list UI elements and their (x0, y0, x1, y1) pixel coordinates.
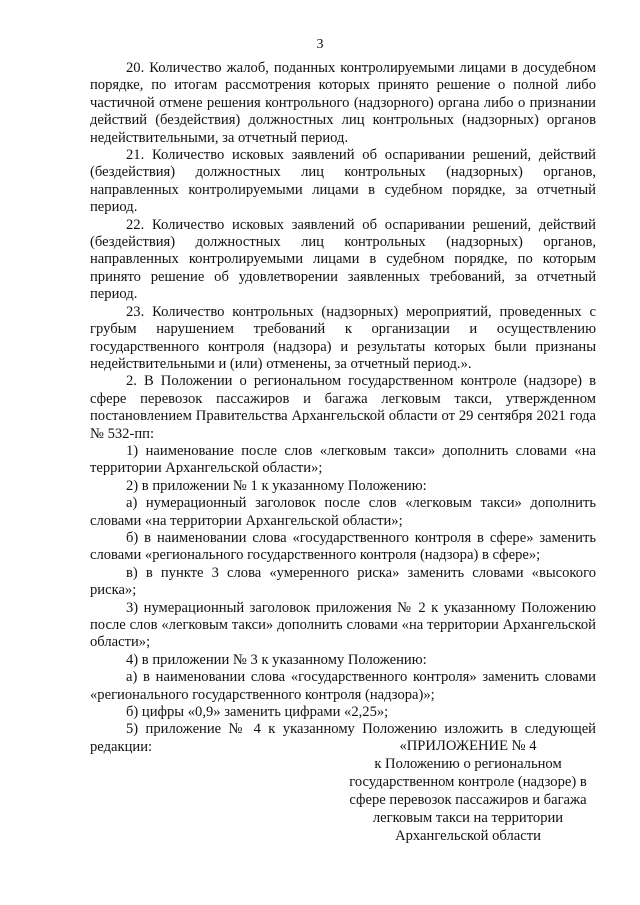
appendix-line: сфере перевозок пассажиров и багажа (349, 792, 587, 808)
appendix-header (336, 737, 600, 845)
appendix-line: легковым такси на территории (372, 810, 564, 826)
paragraph-item-4: 4) в приложении № 3 к указанному Положению: (126, 651, 427, 668)
paragraph-item-2: 2) в приложении № 1 к указанному Положению: (126, 477, 427, 494)
paragraph-21: 21. Количество исковых заявлений об оспаривании решений, действий (бездействия) должностных лиц контрольных (надзорных) органов, направленных контролируемыми лицами в судебном порядке, за отчетный период. (90, 147, 596, 216)
paragraph-item-4a: а) в наименовании слова «государственного контроля» заменить словами «регионального государственного контроля (надзора)»; (90, 669, 596, 703)
paragraph-section-2: 2. В Положении о региональном государственном контроле (надзоре) в сфере перевозок пассажиров и багажа легковым такси, утвержденном постановлением Правительства Архангельской области от 29 сентября 2021 года № 532-пп: (90, 373, 596, 442)
appendix-line: Архангельской области (395, 828, 541, 844)
appendix-line: государственном контроле (надзоре) в (349, 774, 587, 790)
paragraph-23: 23. Количество контрольных (надзорных) мероприятий, проведенных с грубым нарушением требований к организации и осуществлению государственного контроля (надзора) и результаты которых были признаны недействительными и (или) отменены, за отчетный период.». (90, 303, 596, 372)
paragraph-item-4b: б) цифры «0,9» заменить цифрами «2,25»; (126, 704, 389, 721)
paragraph-item-2v: в) в пункте 3 слова «умеренного риска» заменить словами «высокого риска»; (90, 564, 596, 599)
appendix-line: к Положению о региональном (374, 756, 562, 772)
paragraph-20: 20. Количество жалоб, поданных контролируемыми лицами в досудебном порядке, по итогам рассмотрения которых принято решение о полной либо частичной отмене решения контрольного (надзорного) органа либо о признании действий (бездействия) должностных лиц контрольных (надзорных) органов недействительными, за отчетный период. (90, 60, 596, 146)
appendix-title: «ПРИЛОЖЕНИЕ № 4 (399, 738, 537, 754)
paragraph-item-5: 5) приложение № 4 к указанному Положению изложить в следующей редакции: (90, 721, 596, 755)
paragraph-item-2a: а) нумерационный заголовок после слов «легковым такси» дополнить словами «на территории Архангельской области»; (90, 495, 596, 529)
paragraph-item-3: 3) нумерационный заголовок приложения № 2 к указанному Положению после слов «легковым такси» дополнить словами «на территории Архангельской области»; (90, 599, 596, 651)
paragraph-22: 22. Количество исковых заявлений об оспаривании решений, действий (бездействия) должностных лиц контрольных (надзорных) органов, направленных контролируемыми лицами в судебном порядке, по которым принято решение об удовлетворении заявленных требований, за отчетный период. (90, 216, 596, 303)
page-number: 3 (316, 37, 324, 52)
paragraph-item-2b: б) в наименовании слова «государственного контроля в сфере» заменить словами «регионального государственного контроля (надзора) в сфере»; (90, 529, 596, 564)
paragraph-item-1: 1) наименование после слов «легковым такси» дополнить словами «на территории Архангельской области»; (90, 442, 596, 477)
document-body (90, 60, 596, 756)
